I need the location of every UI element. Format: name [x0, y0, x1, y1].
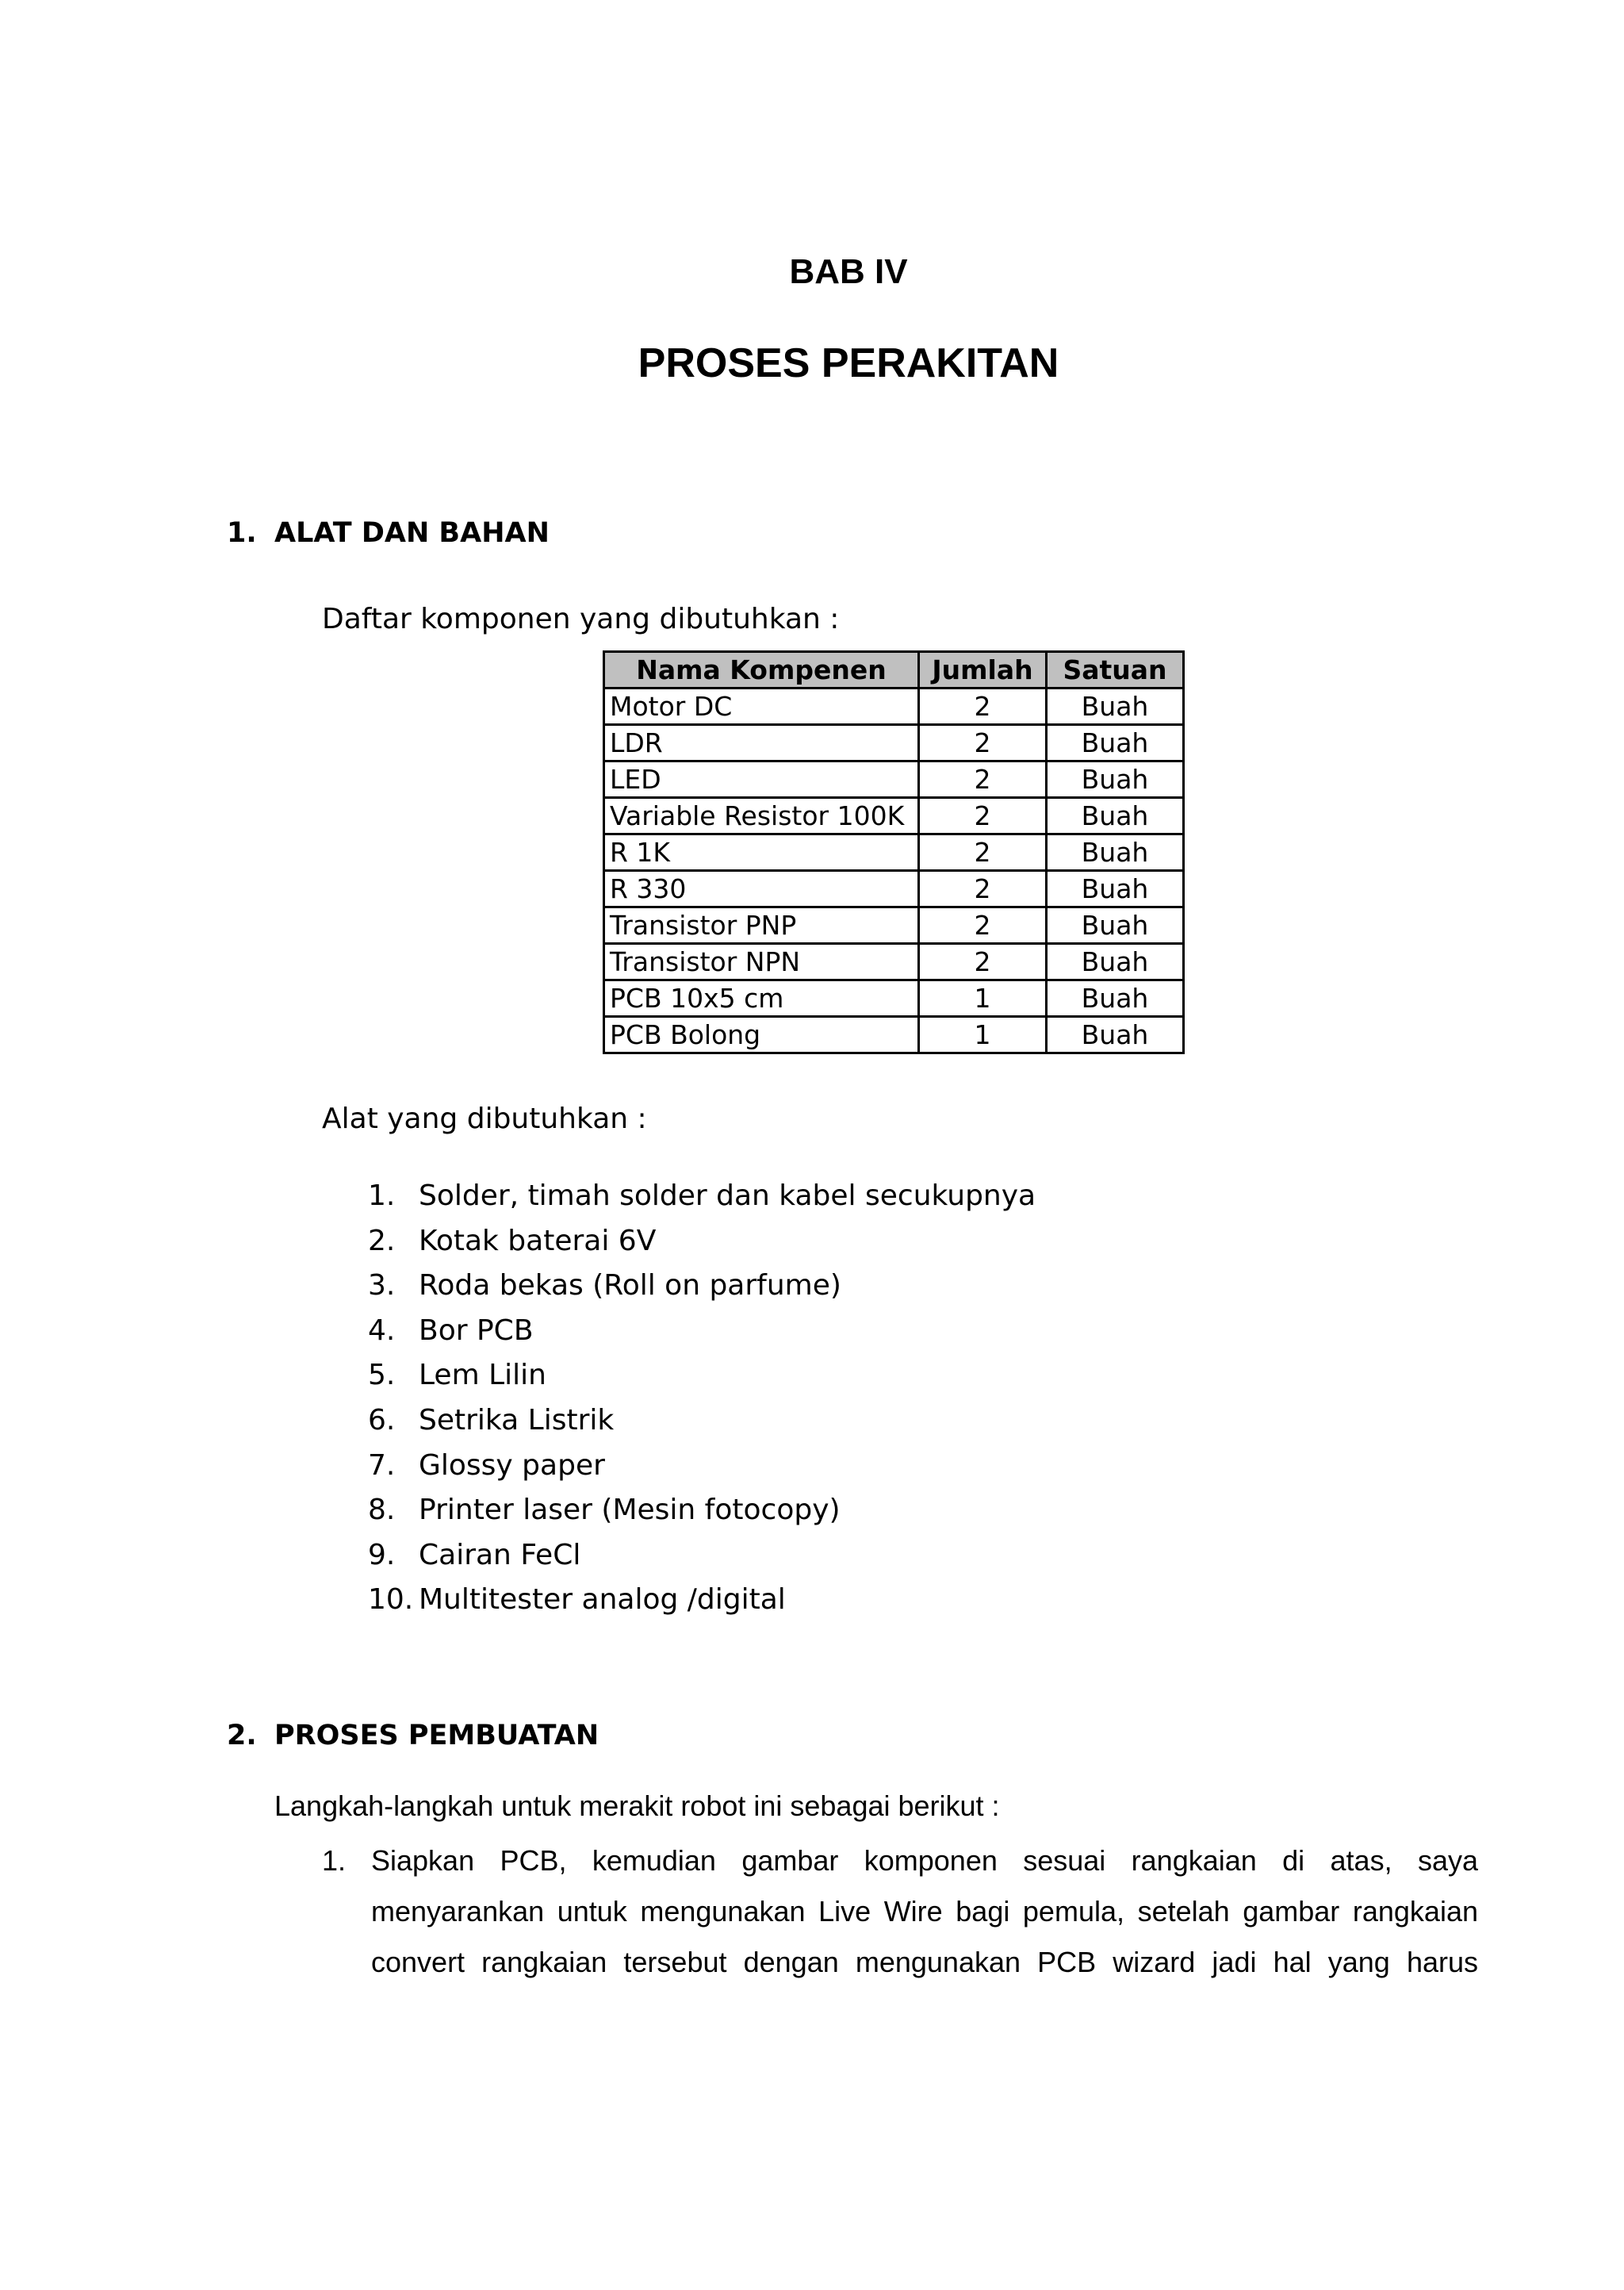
component-qty: 2: [919, 761, 1047, 798]
table-row: [604, 689, 1184, 725]
tools-intro: Alat yang dibutuhkan :: [322, 1103, 647, 1135]
table-row: [604, 725, 1184, 761]
component-unit: Buah: [1047, 725, 1184, 761]
list-item-number: 7.: [368, 1448, 396, 1482]
list-item-text: Kotak baterai 6V: [419, 1224, 657, 1257]
table-row: [604, 944, 1184, 980]
component-qty: 2: [919, 798, 1047, 834]
components-intro: Daftar komponen yang dibutuhkan :: [322, 603, 840, 635]
list-item: [368, 1309, 1036, 1354]
list-item-text: Bor PCB: [419, 1314, 534, 1347]
component-name: R 1K: [604, 834, 919, 871]
list-item: [368, 1533, 1036, 1578]
table-row: [604, 834, 1184, 871]
list-item-text: Solder, timah solder dan kabel secukupnya: [419, 1180, 1036, 1212]
step-text-line: convert rangkaian tersebut dengan mengunakan PCB wizard jadi hal yang harus: [371, 1946, 1478, 1978]
section-number: 2.: [227, 1720, 257, 1751]
chapter-title: BAB IV: [789, 252, 908, 291]
component-name: R 330: [604, 871, 919, 907]
table-row: [604, 907, 1184, 944]
list-item: [368, 1353, 1036, 1398]
component-qty: 2: [919, 834, 1047, 871]
section-heading-alat-dan-bahan: [227, 517, 550, 549]
component-qty: 2: [919, 689, 1047, 725]
list-item-text: Printer laser (Mesin fotocopy): [419, 1494, 841, 1527]
table-header-row: [604, 652, 1184, 689]
component-qty: 2: [919, 871, 1047, 907]
column-header-qty: Jumlah: [919, 652, 1047, 689]
list-item-number: 3.: [368, 1269, 396, 1302]
column-header-unit: Satuan: [1047, 652, 1184, 689]
component-unit: Buah: [1047, 907, 1184, 944]
section-title: ALAT DAN BAHAN: [274, 517, 550, 549]
list-item: [368, 1219, 1036, 1264]
list-item: [368, 1264, 1036, 1309]
list-item: [368, 1398, 1036, 1444]
steps-intro: Langkah-langkah untuk merakit robot ini sebagai berikut :: [274, 1789, 1000, 1822]
component-qty: 2: [919, 725, 1047, 761]
table-row: [604, 798, 1184, 834]
component-qty: 1: [919, 1017, 1047, 1053]
list-item: [368, 1174, 1036, 1219]
section-number: 1.: [227, 517, 257, 549]
list-item-text: Glossy paper: [419, 1448, 605, 1482]
component-qty: 2: [919, 907, 1047, 944]
list-item-text: Lem Lilin: [419, 1359, 546, 1392]
component-unit: Buah: [1047, 871, 1184, 907]
tools-list: [368, 1174, 1036, 1623]
component-unit: Buah: [1047, 980, 1184, 1017]
list-item-number: 5.: [368, 1359, 396, 1392]
list-item: [368, 1488, 1036, 1533]
component-name: LDR: [604, 725, 919, 761]
component-unit: Buah: [1047, 798, 1184, 834]
table-row: [604, 761, 1184, 798]
section-title: PROSES PEMBUATAN: [274, 1720, 599, 1751]
component-qty: 2: [919, 944, 1047, 980]
chapter-heading: PROSES PERAKITAN: [638, 340, 1059, 386]
step-item: [322, 1835, 1478, 1988]
list-item-number: 9.: [368, 1538, 396, 1571]
list-item-number: 10.: [368, 1583, 414, 1617]
component-unit: Buah: [1047, 834, 1184, 871]
list-item-text: Multitester analog /digital: [419, 1583, 786, 1617]
list-item-text: Setrika Listrik: [419, 1403, 615, 1437]
list-item-number: 6.: [368, 1403, 396, 1437]
list-item: [368, 1578, 1036, 1623]
component-name: Transistor PNP: [604, 907, 919, 944]
components-table: [603, 650, 1185, 1054]
table-row: [604, 871, 1184, 907]
step-number: 1.: [322, 1844, 347, 1877]
component-unit: Buah: [1047, 1017, 1184, 1053]
component-unit: Buah: [1047, 689, 1184, 725]
component-name: PCB Bolong: [604, 1017, 919, 1053]
step-text-line: menyarankan untuk mengunakan Live Wire bagi pemula, setelah gambar rangkaian: [371, 1895, 1478, 1928]
section-heading-proses-pembuatan: [227, 1720, 599, 1751]
list-item-number: 1.: [368, 1180, 396, 1212]
list-item-number: 4.: [368, 1314, 396, 1347]
list-item: [368, 1444, 1036, 1489]
step-text-line: Siapkan PCB, kemudian gambar komponen sesuai rangkaian di atas, saya: [371, 1844, 1478, 1877]
component-name: PCB 10x5 cm: [604, 980, 919, 1017]
component-name: Motor DC: [604, 689, 919, 725]
component-unit: Buah: [1047, 761, 1184, 798]
list-item-number: 2.: [368, 1224, 396, 1257]
list-item-text: Roda bekas (Roll on parfume): [419, 1269, 841, 1302]
component-name: Variable Resistor 100K: [604, 798, 919, 834]
component-name: Transistor NPN: [604, 944, 919, 980]
component-unit: Buah: [1047, 944, 1184, 980]
component-qty: 1: [919, 980, 1047, 1017]
list-item-text: Cairan FeCl: [419, 1538, 581, 1571]
table-row: [604, 1017, 1184, 1053]
list-item-number: 8.: [368, 1494, 396, 1527]
column-header-name: Nama Kompenen: [604, 652, 919, 689]
table-row: [604, 980, 1184, 1017]
component-name: LED: [604, 761, 919, 798]
